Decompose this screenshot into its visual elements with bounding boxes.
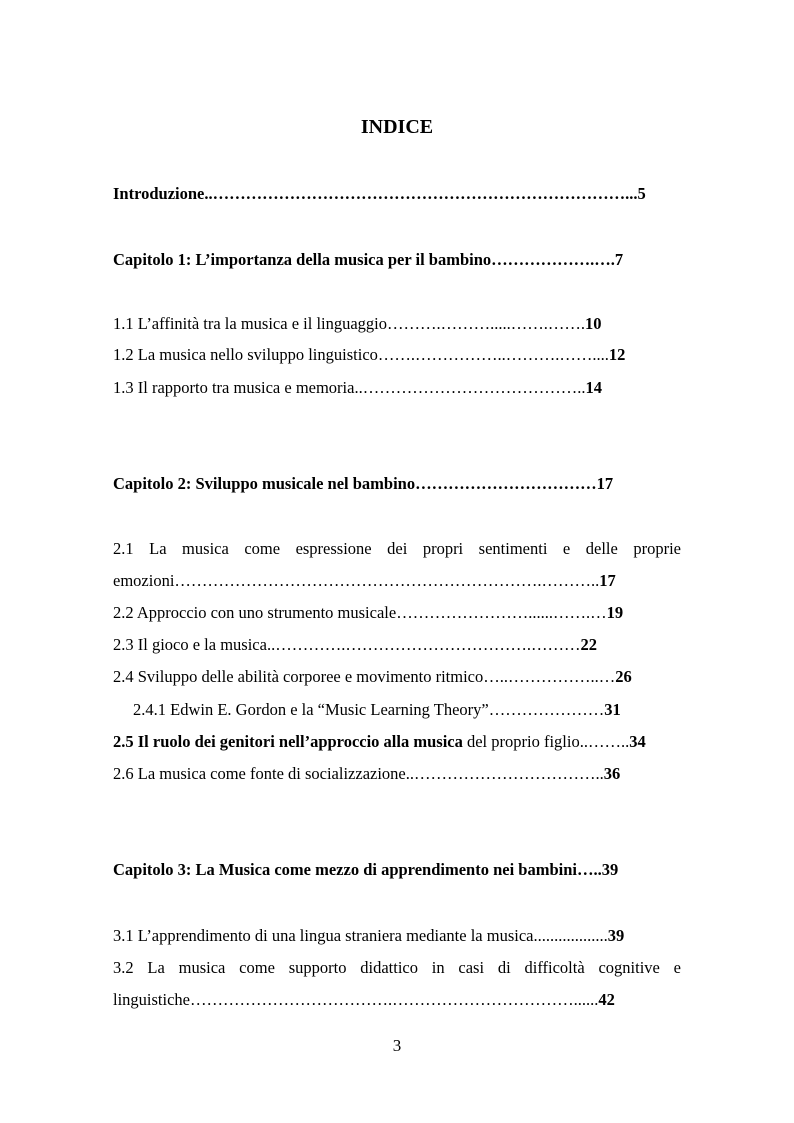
toc-page-number: 19 — [606, 603, 624, 622]
toc-entry-chapter-3[interactable] — [113, 860, 681, 880]
toc-leader-dots: ..…….. — [579, 732, 630, 751]
toc-entry-label: 1.2 La musica nello sviluppo linguistico — [113, 345, 378, 364]
toc-leader-dots: ……………………......…….… — [396, 603, 607, 622]
toc-entry-label: linguistiche — [113, 990, 190, 1009]
toc-entry-label: 2.1 La musica come espressione dei propri sentimenti e delle proprie — [113, 539, 681, 558]
toc-leader-dots: ……………….…. — [491, 250, 615, 269]
toc-entry-label: Capitolo 2: Sviluppo musicale nel bambino — [113, 474, 416, 493]
toc-page-number: 12 — [608, 345, 626, 364]
page-number: 3 — [392, 1036, 402, 1055]
toc-entry-label: 3.1 L’apprendimento di una lingua straniera mediante la musica — [113, 926, 534, 945]
toc-entry-label: 2.3 Il gioco e la musica — [113, 635, 267, 654]
toc-page-number: 31 — [604, 700, 621, 719]
toc-entry-2-5[interactable] — [113, 732, 681, 752]
toc-entry-2-1-line-2[interactable] — [113, 571, 681, 591]
toc-page-number: 34 — [629, 732, 646, 751]
toc-entry-2-1-line-1[interactable] — [113, 539, 681, 559]
toc-entry-label: 2.4 Sviluppo delle abilità corporee e movimento ritmico — [113, 667, 484, 686]
page-title: INDICE — [360, 116, 434, 138]
toc-leader-dots: .................. — [533, 926, 608, 945]
toc-page-number: 17 — [596, 474, 614, 493]
toc-leader-dots: ……………………………….……………………………...... — [190, 990, 599, 1009]
toc-entry-label: Capitolo 3: La Musica come mezzo di apprendimento nei bambini — [113, 860, 577, 879]
toc-entry-introduction[interactable] — [113, 184, 681, 204]
toc-entry-2-4-1[interactable] — [133, 700, 681, 720]
toc-page-number: 5 — [637, 184, 646, 203]
toc-page-number: 42 — [598, 990, 615, 1009]
toc-page-number: 10 — [585, 314, 602, 333]
toc-entry-2-4[interactable] — [113, 667, 681, 687]
toc-page-number: 22 — [580, 635, 597, 654]
toc-entry-label: emozioni — [113, 571, 175, 590]
toc-page-number: 7 — [614, 250, 624, 269]
toc-entry-label: 2.2 Approccio con uno strumento musicale — [113, 603, 397, 622]
toc-leader-dots: …..……………..… — [483, 667, 616, 686]
toc-page-number: 39 — [601, 860, 619, 879]
toc-entry-1-2[interactable] — [113, 345, 681, 365]
toc-leader-dots: ..………………………………….. — [354, 378, 586, 397]
toc-leader-dots: ………………… — [488, 700, 605, 719]
toc-page-number: 39 — [607, 926, 625, 945]
toc-entry-label: 3.2 La musica come supporto didattico in casi di difficoltà cognitive e — [113, 958, 681, 977]
toc-entry-label: 1.3 Il rapporto tra musica e memoria — [113, 378, 355, 397]
toc-page-number: 17 — [599, 571, 616, 590]
toc-entry-2-6[interactable] — [113, 764, 681, 784]
toc-entry-3-2-line-2[interactable] — [113, 990, 681, 1010]
toc-entry-3-2-line-1[interactable] — [113, 958, 681, 978]
toc-entry-3-1[interactable] — [113, 926, 681, 946]
toc-leader-dots: ..…………………………………………………………………... — [204, 184, 638, 203]
toc-entry-chapter-2[interactable] — [113, 474, 681, 494]
toc-entry-label: 2.4.1 Edwin E. Gordon e la “Music Learning Theory” — [133, 700, 489, 719]
toc-entry-1-1[interactable] — [113, 314, 681, 334]
toc-page-number: 36 — [603, 764, 621, 783]
toc-leader-dots: …….……………..……….…….... — [377, 345, 609, 364]
toc-entry-label: Capitolo 1: L’importanza della musica per il bambino — [113, 250, 492, 269]
toc-entry-label: del proprio figlio — [462, 732, 580, 751]
toc-page-number: 14 — [585, 378, 602, 397]
toc-entry-label: Introduzione — [113, 184, 205, 203]
toc-leader-dots: ….. — [576, 860, 602, 879]
toc-entry-label: 2.6 La musica come fonte di socializzazione — [113, 764, 406, 783]
toc-entry-2-3[interactable] — [113, 635, 681, 655]
toc-entry-label: 1.1 L’affinità tra la musica e il linguaggio — [113, 314, 388, 333]
toc-leader-dots: ..…………………………….. — [405, 764, 604, 783]
toc-entry-chapter-1[interactable] — [113, 250, 681, 270]
toc-leader-dots: …………………………… — [415, 474, 597, 493]
toc-entry-2-2[interactable] — [113, 603, 681, 623]
toc-leader-dots: ……….……….....…….……. — [387, 314, 586, 333]
toc-leader-dots: ………………………………………………………….……….. — [174, 571, 600, 590]
toc-entry-label-bold: 2.5 Il ruolo dei genitori nell’approccio alla musica — [113, 732, 463, 751]
toc-entry-1-3[interactable] — [113, 378, 681, 398]
toc-leader-dots: ..………….…………………………….……… — [266, 635, 581, 654]
toc-page-number: 26 — [615, 667, 632, 686]
